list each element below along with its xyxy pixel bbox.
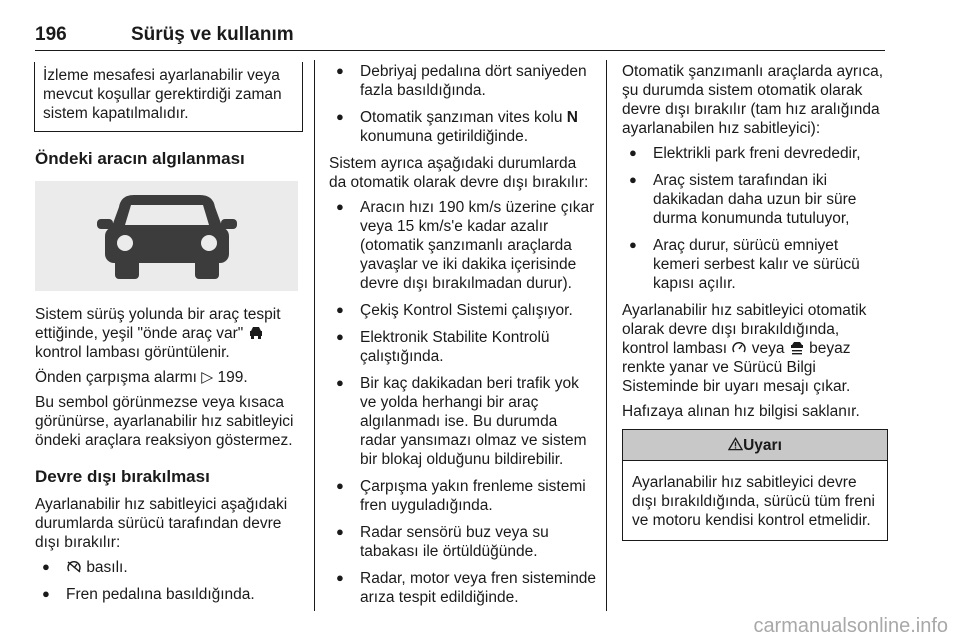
list-item: ● Radar sensörü buz veya su tabakası ile örtüldüğünde. xyxy=(329,523,597,561)
column-1 xyxy=(35,62,303,612)
paragraph-memory: Hafızaya alınan hız bilgisi saklanır. xyxy=(622,403,860,420)
heading-deactivation: Devre dışı bırakılması xyxy=(35,467,210,486)
adaptive-cruise-control-icon xyxy=(789,341,805,355)
column-3 xyxy=(622,62,888,541)
list-item: ● basılı. xyxy=(35,558,303,577)
automatic-transmission-list xyxy=(622,144,888,293)
warning-title: Uyarı xyxy=(743,437,782,454)
list-item: ● Çarpışma yakın frenleme sistemi fren uyguladığında. xyxy=(329,477,597,515)
warning-text: Ayarlanabilir hız sabitleyici devre dışı bırakıldığında, sürücü tüm freni ve motoru kendisi kontrol etmelidir. xyxy=(632,474,875,529)
list-item: ● Otomatik şanzıman vites kolu N konumuna getirildiğinde. xyxy=(329,108,597,146)
car-front-icon xyxy=(35,181,298,291)
list-item: ● Radar, motor veya fren sisteminde arıza tespit edildiğinde. xyxy=(329,569,597,607)
note-text: İzleme mesafesi ayarlanabilir veya mevcut koşullar gerektirdiği zaman sistem kapatılmalıdır. xyxy=(43,67,282,122)
gear-position-n: N xyxy=(566,109,578,126)
heading-vehicle-ahead: Öndeki aracın algılanması xyxy=(35,149,245,168)
paragraph-automatic-transmission: Otomatik şanzımanlı araçlarda ayrıca, şu durumda sistem otomatik olarak devre dışı bırakılır (tam hız aralığında ayarlanabilen hız sabitleyici): xyxy=(622,63,884,137)
list-item: ● Araç sistem tarafından iki dakikadan daha uzun bir süre durma konumunda tutuluyor, xyxy=(622,171,888,228)
paragraph-collision-alert: Önden çarpışma alarmı ▷ 199. xyxy=(35,369,248,386)
page-number: 196 xyxy=(35,24,67,45)
list-item: ● Araç durur, sürücü emniyet kemeri serbest kalır ve sürücü kapısı açılır. xyxy=(622,236,888,293)
list-item: ● Bir kaç dakikadan beri trafik yok ve yolda herhangi bir araç algılanmadı ise. Bu durumda radar yansımazı olmaz ve sistem bir blokaj olduğunu bildirebilir. xyxy=(329,374,597,469)
page-header xyxy=(35,22,885,51)
driver-deactivation-list-cont xyxy=(329,62,597,146)
auto-deactivation-list xyxy=(329,198,597,607)
note-box xyxy=(34,62,303,132)
warning-box xyxy=(622,429,888,541)
cruise-control-icon xyxy=(731,341,747,355)
list-item: ● Fren pedalına basıldığında. xyxy=(35,585,303,604)
list-item: ● Aracın hızı 190 km/s üzerine çıkar veya 15 km/s'e kadar azalır (otomatik şanzımanlı araçlarda yavaşlar ve iki dakika içerisinde devre dışı bırakılmadan durur). xyxy=(329,198,597,293)
warning-header xyxy=(623,430,887,461)
vehicle-ahead-illustration xyxy=(35,181,298,291)
paragraph-deactivation: Ayarlanabilir hız sabitleyici aşağıdaki durumlarda sürücü tarafından devre dışı bırakılır: xyxy=(35,496,288,551)
vehicle-ahead-icon xyxy=(248,326,264,340)
column-divider-2 xyxy=(606,60,607,611)
page-reference[interactable]: 199. xyxy=(217,369,248,386)
cruise-control-off-icon xyxy=(66,560,82,574)
warning-triangle-icon xyxy=(728,437,743,451)
paragraph-detection: Sistem sürüş yolunda bir araç tespit ettiğinde, yeşil "önde araç var" kontrol lambası görüntülenir. xyxy=(35,306,281,361)
page-reference-arrow-icon: ▷ xyxy=(201,369,214,386)
section-title: Sürüş ve kullanım xyxy=(131,24,294,45)
paragraph-auto-deactivation: Sistem ayrıca aşağıdaki durumlarda da otomatik olarak devre dışı bırakılır: xyxy=(329,155,589,191)
list-item: ● Elektrikli park freni devrededir, xyxy=(622,144,888,163)
column-2 xyxy=(329,62,597,615)
list-item: ● Elektronik Stabilite Kontrolü çalıştığında. xyxy=(329,328,597,366)
paragraph-control-lamp: Ayarlanabilir hız sabitleyici otomatik olarak devre dışı bırakıldığında, kontrol lambası veya beyaz renkte yanar ve Sürücü Bilgi Sisteminde bir uyarı mesajı çıkar. xyxy=(622,302,867,395)
list-item: ● Çekiş Kontrol Sistemi çalışıyor. xyxy=(329,301,597,320)
deactivation-list xyxy=(35,558,303,604)
paragraph-symbol-absent: Bu sembol görünmezse veya kısaca görünürse, ayarlanabilir hız sabitleyici öndeki araçlara reaksiyon göstermez. xyxy=(35,394,294,449)
watermark: carmanualsonline.info xyxy=(753,615,948,637)
column-divider-1 xyxy=(314,60,315,611)
list-item: ● Debriyaj pedalına dört saniyeden fazla basıldığında. xyxy=(329,62,597,100)
